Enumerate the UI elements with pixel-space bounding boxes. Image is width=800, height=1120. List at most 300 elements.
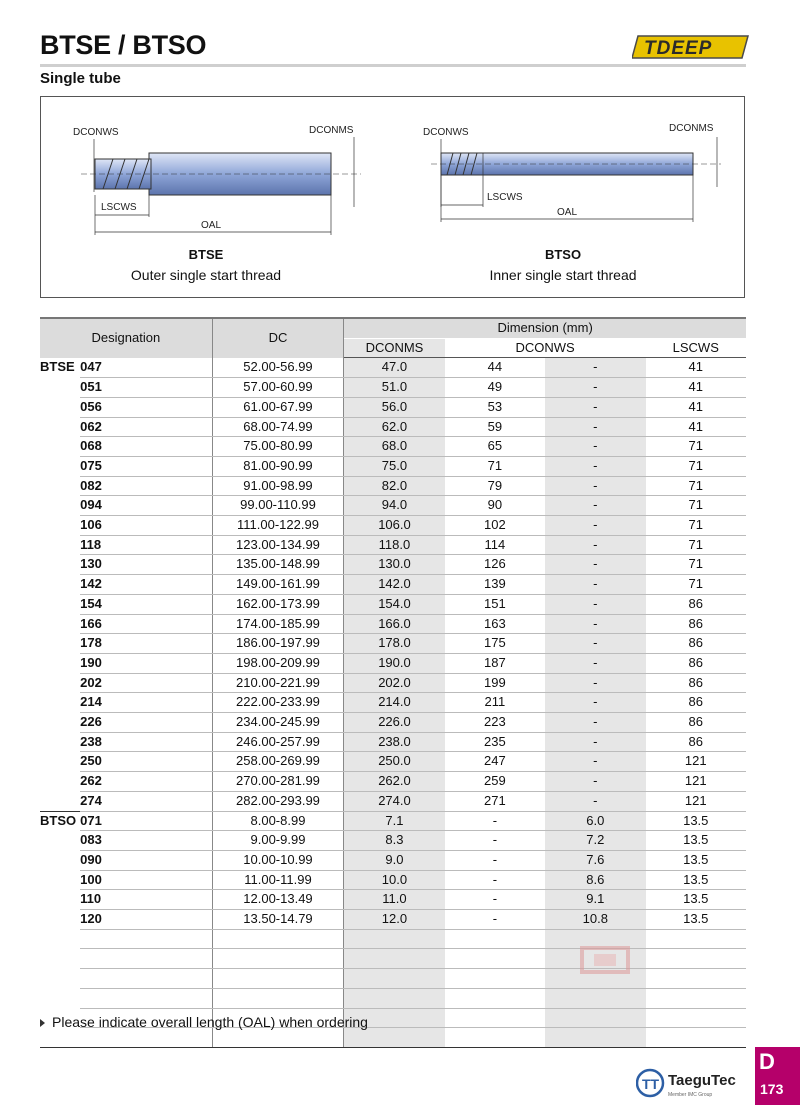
btse-lscws-label: LSCWS: [101, 202, 137, 213]
cell-grp: [40, 929, 80, 949]
cell-c3: -: [545, 634, 645, 654]
cell-c3: -: [545, 358, 645, 378]
cell-c4: 71: [646, 496, 746, 516]
cell-c4: 71: [646, 476, 746, 496]
cell-grp: [40, 850, 80, 870]
table-row: [40, 693, 746, 713]
cell-c3: -: [545, 791, 645, 811]
cell-c3: -: [545, 673, 645, 693]
cell-c3: -: [545, 693, 645, 713]
cell-num: 110: [80, 890, 212, 910]
cell-c2: 187: [445, 653, 545, 673]
cell-c3: [545, 1008, 645, 1028]
cell-c4: 86: [646, 634, 746, 654]
cell-c3: -: [545, 653, 645, 673]
cell-c3: 6.0: [545, 811, 645, 831]
cell-num: 100: [80, 870, 212, 890]
table-row: [40, 555, 746, 575]
cell-c2: 114: [445, 535, 545, 555]
cell-c1: 82.0: [344, 476, 445, 496]
table-row: [40, 634, 746, 654]
page-title: BTSE / BTSO: [40, 30, 207, 60]
cell-c3: -: [545, 555, 645, 575]
cell-c4: 121: [646, 772, 746, 792]
cell-num: 075: [80, 456, 212, 476]
cell-c3: 10.8: [545, 910, 645, 930]
cell-c3: -: [545, 516, 645, 536]
cell-dc: 149.00-161.99: [212, 575, 344, 595]
tdeep-logo: [632, 30, 752, 64]
cell-c2: 175: [445, 634, 545, 654]
cell-c1: 56.0: [344, 397, 445, 417]
cell-c3: -: [545, 535, 645, 555]
header-dconws: DCONWS: [445, 338, 646, 358]
table-row: [40, 752, 746, 772]
cell-c1: 8.3: [344, 831, 445, 851]
cell-c2: 71: [445, 456, 545, 476]
section-tab: [755, 1047, 800, 1105]
btse-oal-label: OAL: [201, 220, 222, 231]
cell-num: 082: [80, 476, 212, 496]
table-row: [40, 1028, 746, 1048]
cell-num: 226: [80, 713, 212, 733]
cell-c4: [646, 1008, 746, 1028]
cell-grp: [40, 417, 80, 437]
cell-c3: -: [545, 575, 645, 595]
cell-dc: 210.00-221.99: [212, 673, 344, 693]
cell-c1: 94.0: [344, 496, 445, 516]
cell-dc: 12.00-13.49: [212, 890, 344, 910]
btse-name: BTSE: [188, 247, 224, 262]
btse-drawing: [61, 117, 381, 247]
cell-dc: 258.00-269.99: [212, 752, 344, 772]
cell-num: [80, 1028, 212, 1048]
cell-c1: 75.0: [344, 456, 445, 476]
cell-c2: -: [445, 870, 545, 890]
cell-c2: 59: [445, 417, 545, 437]
cell-c2: [445, 949, 545, 969]
cell-c4: 71: [646, 437, 746, 457]
svg-text:TT: TT: [642, 1076, 660, 1092]
cell-num: 274: [80, 791, 212, 811]
cell-num: 154: [80, 594, 212, 614]
cell-c4: 86: [646, 653, 746, 673]
table-row: [40, 653, 746, 673]
table-row: [40, 910, 746, 930]
cell-c2: -: [445, 831, 545, 851]
header-dc: DC: [212, 318, 344, 358]
cell-num: 047: [80, 358, 212, 378]
page-subtitle: Single tube: [40, 70, 121, 87]
cell-num: 071: [80, 811, 212, 831]
cell-c2: 151: [445, 594, 545, 614]
cell-c2: 90: [445, 496, 545, 516]
cell-grp: [40, 791, 80, 811]
cell-c1: [344, 929, 445, 949]
cell-c2: 102: [445, 516, 545, 536]
cell-c1: [344, 949, 445, 969]
cell-num: 120: [80, 910, 212, 930]
cell-num: 062: [80, 417, 212, 437]
cell-grp: [40, 752, 80, 772]
ordering-note: [40, 1014, 368, 1030]
header-dimension: Dimension (mm): [344, 318, 746, 338]
cell-c2: [445, 1008, 545, 1028]
cell-grp: [40, 614, 80, 634]
cell-c3: -: [545, 732, 645, 752]
cell-grp: [40, 653, 80, 673]
cell-num: [80, 949, 212, 969]
table-row: [40, 791, 746, 811]
cell-c1: 166.0: [344, 614, 445, 634]
cell-c2: [445, 1028, 545, 1048]
btso-description: Inner single start thread: [489, 267, 637, 283]
dimension-table: [40, 317, 746, 1048]
brand-sub: Member IMC Group: [668, 1092, 713, 1098]
cell-c1: 11.0: [344, 890, 445, 910]
cell-grp: [40, 1028, 80, 1048]
cell-c4: 121: [646, 752, 746, 772]
cell-dc: 123.00-134.99: [212, 535, 344, 555]
cell-c1: 274.0: [344, 791, 445, 811]
cell-grp: [40, 732, 80, 752]
cell-dc: 135.00-148.99: [212, 555, 344, 575]
cell-c1: 7.1: [344, 811, 445, 831]
cell-dc: 75.00-80.99: [212, 437, 344, 457]
cell-grp: [40, 772, 80, 792]
table-row: [40, 496, 746, 516]
cell-c4: 71: [646, 516, 746, 536]
cell-c4: 13.5: [646, 910, 746, 930]
cell-c4: [646, 1028, 746, 1048]
cell-c2: 271: [445, 791, 545, 811]
btso-name: BTSO: [544, 247, 582, 262]
cell-c3: 8.6: [545, 870, 645, 890]
table-row: [40, 456, 746, 476]
cell-grp: [40, 496, 80, 516]
cell-c4: 86: [646, 732, 746, 752]
cell-num: 130: [80, 555, 212, 575]
table-row: [40, 437, 746, 457]
cell-c4: 86: [646, 713, 746, 733]
cell-c3: 7.6: [545, 850, 645, 870]
cell-num: 094: [80, 496, 212, 516]
cell-num: 202: [80, 673, 212, 693]
cell-dc: 68.00-74.99: [212, 417, 344, 437]
cell-c4: 121: [646, 791, 746, 811]
cell-grp: [40, 890, 80, 910]
cell-grp: [40, 634, 80, 654]
cell-c1: 190.0: [344, 653, 445, 673]
cell-num: 142: [80, 575, 212, 595]
cell-dc: 8.00-8.99: [212, 811, 344, 831]
table-row: [40, 397, 746, 417]
cell-grp: [40, 535, 80, 555]
table-row: [40, 772, 746, 792]
cell-dc: 198.00-209.99: [212, 653, 344, 673]
brand-name: TaeguTec: [668, 1072, 736, 1089]
cell-grp: BTSE: [40, 359, 75, 375]
cell-c4: 41: [646, 397, 746, 417]
cell-grp: [40, 555, 80, 575]
cell-c1: 178.0: [344, 634, 445, 654]
cell-c3: -: [545, 397, 645, 417]
btso-oal-label: OAL: [557, 207, 578, 218]
cell-c2: 44: [445, 358, 545, 378]
table-row: [40, 890, 746, 910]
cell-c3: -: [545, 456, 645, 476]
btso-dconws-label: DCONWS: [423, 127, 469, 138]
cell-c2: 247: [445, 752, 545, 772]
figure-panel: [40, 96, 745, 298]
cell-c4: 13.5: [646, 831, 746, 851]
cell-c3: -: [545, 378, 645, 398]
cell-c1: 250.0: [344, 752, 445, 772]
title-divider: [40, 64, 746, 67]
cell-c4: 13.5: [646, 811, 746, 831]
cell-num: 083: [80, 831, 212, 851]
cell-c2: [445, 969, 545, 989]
cell-c1: 262.0: [344, 772, 445, 792]
cell-c4: 71: [646, 555, 746, 575]
cell-c4: 13.5: [646, 890, 746, 910]
cell-c1: [344, 969, 445, 989]
cell-c2: 223: [445, 713, 545, 733]
btse-dconms-label: DCONMS: [309, 125, 354, 136]
cell-c2: [445, 929, 545, 949]
cell-dc: 282.00-293.99: [212, 791, 344, 811]
table-row: [40, 358, 746, 378]
cell-num: 250: [80, 752, 212, 772]
cell-c4: 86: [646, 693, 746, 713]
watermark-logo: [540, 944, 670, 1010]
cell-c2: 49: [445, 378, 545, 398]
cell-c1: 106.0: [344, 516, 445, 536]
cell-c3: -: [545, 614, 645, 634]
cell-c2: -: [445, 850, 545, 870]
cell-grp: [40, 378, 80, 398]
cell-c4: 71: [646, 575, 746, 595]
cell-grp: [40, 476, 80, 496]
cell-num: 178: [80, 634, 212, 654]
cell-num: 214: [80, 693, 212, 713]
btso-lscws-label: LSCWS: [487, 192, 523, 203]
table-row: [40, 831, 746, 851]
btso-dconms-label: DCONMS: [669, 123, 714, 134]
cell-c1: 62.0: [344, 417, 445, 437]
cell-c2: 211: [445, 693, 545, 713]
cell-c2: 126: [445, 555, 545, 575]
cell-num: 056: [80, 397, 212, 417]
cell-c2: 53: [445, 397, 545, 417]
cell-dc: [212, 1028, 344, 1048]
cell-num: 106: [80, 516, 212, 536]
cell-c3: -: [545, 476, 645, 496]
cell-c1: 202.0: [344, 673, 445, 693]
cell-dc: 10.00-10.99: [212, 850, 344, 870]
cell-c4: 41: [646, 417, 746, 437]
cell-num: 238: [80, 732, 212, 752]
cell-c4: 13.5: [646, 850, 746, 870]
cell-dc: 222.00-233.99: [212, 693, 344, 713]
cell-c4: 86: [646, 673, 746, 693]
cell-dc: 186.00-197.99: [212, 634, 344, 654]
cell-c4: 71: [646, 535, 746, 555]
cell-grp: [40, 693, 80, 713]
table-row: [40, 575, 746, 595]
cell-num: 118: [80, 535, 212, 555]
cell-num: 090: [80, 850, 212, 870]
cell-c2: 163: [445, 614, 545, 634]
cell-c1: 9.0: [344, 850, 445, 870]
cell-num: 190: [80, 653, 212, 673]
cell-c1: 118.0: [344, 535, 445, 555]
page-number: 173: [760, 1081, 784, 1097]
cell-c4: 41: [646, 378, 746, 398]
cell-dc: 99.00-110.99: [212, 496, 344, 516]
cell-num: 068: [80, 437, 212, 457]
header-designation: Designation: [40, 318, 212, 358]
cell-c3: 7.2: [545, 831, 645, 851]
cell-c3: -: [545, 437, 645, 457]
table-row: [40, 594, 746, 614]
cell-num: [80, 929, 212, 949]
cell-dc: 234.00-245.99: [212, 713, 344, 733]
btso-drawing: [411, 117, 731, 247]
bullet-triangle-icon: [40, 1019, 45, 1027]
cell-grp: [40, 594, 80, 614]
cell-dc: 61.00-67.99: [212, 397, 344, 417]
cell-dc: 81.00-90.99: [212, 456, 344, 476]
cell-c2: -: [445, 910, 545, 930]
cell-c1: 130.0: [344, 555, 445, 575]
cell-grp: [40, 456, 80, 476]
table-row: [40, 850, 746, 870]
cell-dc: 174.00-185.99: [212, 614, 344, 634]
cell-grp: [40, 575, 80, 595]
cell-c4: 13.5: [646, 870, 746, 890]
cell-c1: 142.0: [344, 575, 445, 595]
cell-c2: [445, 988, 545, 1008]
header-dconms: DCONMS: [344, 338, 445, 358]
cell-c1: 51.0: [344, 378, 445, 398]
table-row: [40, 476, 746, 496]
cell-dc: 9.00-9.99: [212, 831, 344, 851]
cell-c3: 9.1: [545, 890, 645, 910]
cell-dc: 270.00-281.99: [212, 772, 344, 792]
cell-grp: [40, 516, 80, 536]
cell-c2: 79: [445, 476, 545, 496]
header-lscws: LSCWS: [646, 338, 746, 358]
cell-dc: 246.00-257.99: [212, 732, 344, 752]
table-row: [40, 535, 746, 555]
btse-dconws-label: DCONWS: [73, 127, 119, 138]
cell-c2: 199: [445, 673, 545, 693]
cell-c3: -: [545, 594, 645, 614]
section-letter: D: [759, 1049, 775, 1074]
cell-c2: 139: [445, 575, 545, 595]
table-row: [40, 811, 746, 831]
cell-num: 262: [80, 772, 212, 792]
cell-dc: [212, 969, 344, 989]
cell-dc: 162.00-173.99: [212, 594, 344, 614]
cell-c1: 154.0: [344, 594, 445, 614]
cell-c2: -: [445, 811, 545, 831]
table-row: [40, 713, 746, 733]
cell-grp: [40, 713, 80, 733]
cell-c1: 226.0: [344, 713, 445, 733]
cell-dc: 13.50-14.79: [212, 910, 344, 930]
table-row: [40, 378, 746, 398]
cell-grp: [40, 870, 80, 890]
cell-c2: 65: [445, 437, 545, 457]
table-row: [40, 516, 746, 536]
cell-num: 166: [80, 614, 212, 634]
cell-dc: [212, 929, 344, 949]
cell-c1: 68.0: [344, 437, 445, 457]
table-row: [40, 614, 746, 634]
table-row: [40, 870, 746, 890]
cell-grp: BTSO: [40, 811, 80, 831]
cell-c3: -: [545, 496, 645, 516]
cell-c2: 259: [445, 772, 545, 792]
cell-c3: -: [545, 713, 645, 733]
cell-c1: 10.0: [344, 870, 445, 890]
cell-num: 051: [80, 378, 212, 398]
cell-c2: -: [445, 890, 545, 910]
cell-num: [80, 988, 212, 1008]
svg-text:TDEEP: TDEEP: [644, 38, 713, 59]
cell-grp: [40, 831, 80, 851]
cell-num: [80, 969, 212, 989]
cell-c3: -: [545, 752, 645, 772]
cell-grp: [40, 969, 80, 989]
cell-grp: [40, 673, 80, 693]
cell-c1: 238.0: [344, 732, 445, 752]
cell-grp: [40, 988, 80, 1008]
cell-grp: [40, 397, 80, 417]
cell-c1: 214.0: [344, 693, 445, 713]
cell-c3: [545, 1028, 645, 1048]
cell-c3: -: [545, 772, 645, 792]
cell-dc: 52.00-56.99: [212, 358, 344, 378]
cell-c1: 12.0: [344, 910, 445, 930]
note-text: Please indicate overall length (OAL) when ordering: [52, 1014, 368, 1030]
cell-dc: 11.00-11.99: [212, 870, 344, 890]
table-row: [40, 673, 746, 693]
cell-dc: [212, 988, 344, 1008]
cell-grp: [40, 949, 80, 969]
table-row: [40, 732, 746, 752]
cell-dc: [212, 949, 344, 969]
cell-c3: -: [545, 417, 645, 437]
cell-grp: [40, 437, 80, 457]
cell-c4: 86: [646, 594, 746, 614]
cell-c4: 41: [646, 358, 746, 378]
cell-dc: 91.00-98.99: [212, 476, 344, 496]
cell-c1: [344, 988, 445, 1008]
table-row: [40, 417, 746, 437]
cell-c4: 86: [646, 614, 746, 634]
cell-c2: 235: [445, 732, 545, 752]
cell-dc: 111.00-122.99: [212, 516, 344, 536]
cell-c4: 71: [646, 456, 746, 476]
cell-c1: 47.0: [344, 358, 445, 378]
btse-description: Outer single start thread: [130, 267, 282, 283]
cell-dc: 57.00-60.99: [212, 378, 344, 398]
cell-c1: [344, 1028, 445, 1048]
cell-grp: [40, 910, 80, 930]
